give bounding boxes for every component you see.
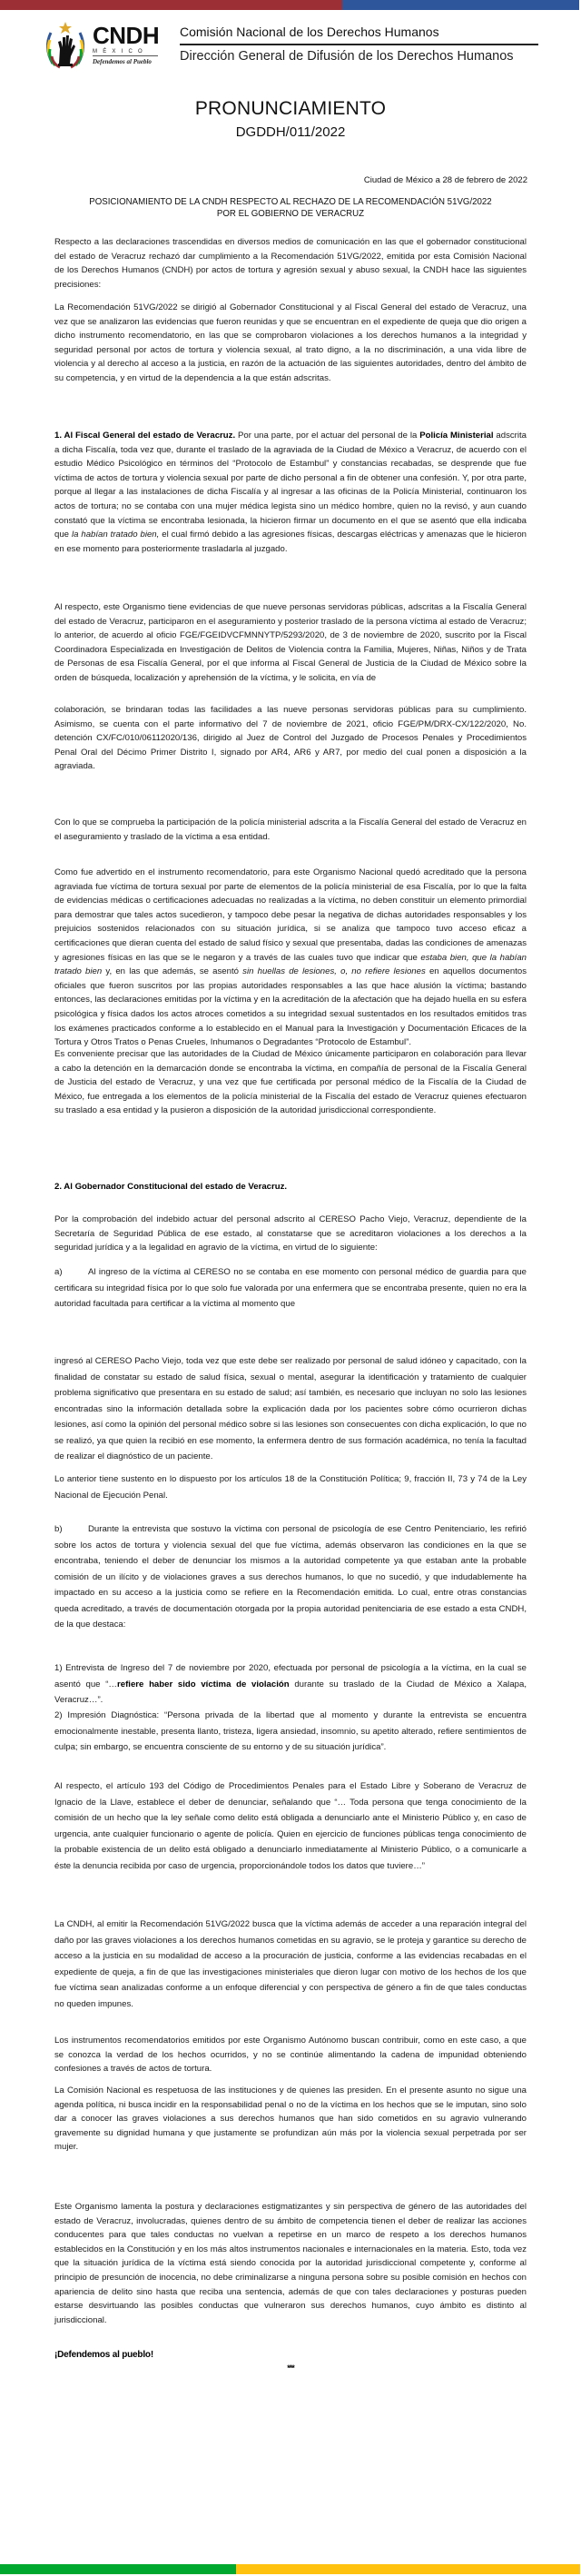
signoff-slogan: ¡Defendemos al pueblo! xyxy=(54,2350,153,2360)
paragraph-intro: Respecto a las declaraciones trascendidas en diversos medios de comunicación en las que el gobernador constitucional del estado de Veracruz rechazó dar cumplimiento a la Recomendación 51VG/2022, emitida por esta Comisión Nacional de los Derechos Humanos (CNDH) por actos de tortura y agresión sexual y abuso sexual, la CNDH hace las siguientes precisiones: xyxy=(54,237,527,290)
item-a-marker: a) xyxy=(54,1267,63,1277)
document-heading xyxy=(54,196,527,220)
paragraph-evidence: Al respecto, este Organismo tiene evidencias de que nueve personas servidoras públicas, adscritas a la Fiscalía General del estado de Veracruz, participaron en el aseguramiento y posterior traslado de la persona víctima al estado de Veracruz; lo anterior, de acuerdo al oficio FGE/FGEIDVCFMNNYTP/5293/2020, de 3 de noviembre de 2020, suscrito por la Fiscal Coordinadora Especializada en Investigación de Delitos de Violencia contra la Familia, Mujeres, Niñas, Niños y de Trata de Personas de esa Fiscalía General, por el que informa al Fiscal General de Justicia de la Ciudad de México sobre la orden de búsqueda, localización y aprehensión de la víctima, y le solicita, en vía de xyxy=(54,602,527,683)
paragraph-recommendation-scope: La Recomendación 51VG/2022 se dirigió al Gobernador Constitucional y al Fiscal General del estado de Veracruz, una vez que se analizaron las evidencias que fueron reunidas y que se encuentran en el expediente de queja que dio origen a dicho instrumento recomendatorio, en las que se comprobaron violaciones a los derechos humanos a la integridad y seguridad personal por actos de tortura y violencia sexual, al trato digno, a la no discriminación, a una vida libre de violencia y al derecho al acceso a la justicia, en razón de la actuación de las siguientes autoridades, dentro del ámbito de su competencia, y en virtud de la dependencia a la que están adscritas. xyxy=(54,302,527,383)
end-mark: *** xyxy=(287,2363,294,2373)
heading-line-1: POSICIONAMIENTO DE LA CNDH RESPECTO AL RECHAZO DE LA RECOMENDACIÓN 51VG/2022 xyxy=(89,197,492,207)
paragraph-cdmx-authorities: Es conveniente precisar que las autoridades de la Ciudad de México únicamente participaron en colaboración para llevar a cabo la detención en la demarcación donde se encontraba la víctima, en compañía de personal de la Fiscalía General de Justicia del estado de Veracruz, y una vez que fue certificada por personal médico de la Fiscalía de la Ciudad de México, fue entregada a los elementos de la policía ministerial de la Fiscalía del estado de Veracruz quienes efectuaron su traslado a esa entidad y la pusieron a disposición de la autoridad jurisdiccional correspondiente. xyxy=(54,1049,527,1116)
document-title: PRONUNCIAMIENTO xyxy=(194,98,387,119)
bottom-bar-yellow-segment xyxy=(236,2564,580,2574)
item-b: b) Durante la entrevista que sostuvo la víctima con personal de psicología de ese Centro Penitenciario, les refirió sobre los actos de tortura y violencia sexual del que fue víctima, además observaron las condiciones en la que se encontraba, teniendo el deber de denunciar los mismos a la autoridad competente ya que estaban ante la probable comisión de un ilícito y de violaciones graves a sus derechos humanos, lo que no sucedió, y que indudablemente ha impactado en su acceso a la justicia como se refiere en la Recomendación emitida. Lo cual, entre otras constancias queda acreditado, a través de documentación otorgada por la propia autoridad penitenciaria de ese estado a esta CNDH, de la que destaca: xyxy=(54,1521,527,1633)
paragraph-participation: Con lo que se comprueba la participación de la policía ministerial adscrita a la Fiscalía General del estado de Veracruz en el aseguramiento y traslado de la víctima a esa entidad. xyxy=(54,817,527,842)
paragraph-lament: Este Organismo lamenta la postura y declaraciones estigmatizantes y sin perspectiva de género de las autoridades del estado de Veracruz, involucradas, quienes dentro de su ámbito de competencia tienen el deber de realizar las acciones conducentes para que tales conductas no vuelvan a repetirse en un marco de respeto a los derechos humanos establecidos en la Constitución y en los más altos instrumentos nacionales e internacionales en la materia. Esto, toda vez que la situación jurídica de la víctima está siendo conocida por la autoridad jurisdiccional competente y, conforme al principio de presunción de inocencia, no debe criminalizarse a ninguna persona sobre su posible comisión en hechos con apariencia de delito sino hasta que reciba una sentencia, además de que con tales declaraciones y posturas pueden estarse desvirtuando las posibles conductas que vulneraron sus derechos humanos, cuyo ámbito es distinto al jurisdiccional. xyxy=(54,2202,527,2325)
bottom-bar-green-segment xyxy=(0,2564,236,2574)
organization-block xyxy=(180,24,539,64)
paragraph-instruments: Los instrumentos recomendatorios emitidos por este Organismo Autónomo buscan contribuir, como en este caso, a que se conozca la verdad de los hechos ocurridos, y no se continúe alimentando la cadena de impunidad obteniendo confesiones a través de actos de tortura. xyxy=(54,2036,527,2075)
paragraph-respect: La Comisión Nacional es respetuosa de las instituciones y de quienes las presiden. En el presente asunto no sigue una agenda política, ni busca incidir en la responsabilidad penal o no de la víctima en los hechos que se le imputan, sino solo dar a conocer las graves violaciones a sus derechos humanos que han sido cometidos en su agravio vulnerando gravemente su dignidad humana y que justamente se profundizan aún más por la violencia sexual perpetrada por ser mujer. xyxy=(54,2086,527,2153)
paragraph-legal-basis: Lo anterior tiene sustento en lo dispuesto por los artículos 18 de la Constitución Política; 9, fracción II, 73 y 74 de la Ley Nacional de Ejecución Penal. xyxy=(54,1474,527,1501)
department-name: Dirección General de Difusión de los Derechos Humanos xyxy=(180,49,514,64)
document-date: Ciudad de México a 28 de febrero de 2022 xyxy=(363,175,527,185)
policia-ministerial-emphasis: Policía Ministerial xyxy=(419,431,494,441)
heading-line-2: POR EL GOBIERNO DE VERACRUZ xyxy=(216,209,365,219)
cndh-laurel-hand-logo-icon xyxy=(40,20,91,71)
top-bar-blue-segment xyxy=(342,0,579,10)
top-color-bar xyxy=(0,0,581,10)
item-a: a) Al ingreso de la víctima al CERESO no se contaba en ese momento con personal médico de guardia para que certificara su integridad física por lo que solo fue valorada por una enfermera que se encontraba presente, quien no era la autoridad facultada para certificar a la víctima al momento que xyxy=(54,1264,527,1313)
paragraph-sexual-torture: Como fue advertido en el instrumento recomendatorio, para este Organismo Nacional quedó acreditado que la persona agraviada fue víctima de tortura sexual por parte de elementos de la policía ministerial de esa Fiscalía, por lo que la falta de evidencias médicas o certificaciones adecuadas no realizadas a la víctima, no deben constituir un elemento primordial para demostrar que tales actos sucedieron, y tampoco debe pesar la negativa de dichas autoridades responsables y los prejuicios sostenidos relacionados con su situación jurídica, si se analiza que tampoco tuvo acceso eficaz a certificaciones que dieran cuenta del estado de salud físico y sexual que presentaba, dadas las condiciones de amenazas y agresiones físicas en las que se le negaron y a través de las cuales tuvo que indicar que estaba bien, que la habían tratado bien y, en las que además, se asentó sin huellas de lesiones, o, no refiere lesiones en aquellos documentos oficiales que fueron suscritos por las propias autoridades responsables a las que hace alusión la víctima; bastando entonces, las declaraciones emitidas por la víctima y en la acreditación de la afectación que ha dejado huella en su esfera psicológica y física dados los actos atroces cometidos a su integridad sexual sustentados en los resultados emitidos tras los exámenes practicados conforme a lo establecido en el Manual para la Investigación y Documentación Eficaces de la Tortura y Otros Tratos o Penas Crueles, Inhumanos o Degradantes “Protocolo de Estambul”. xyxy=(54,867,527,1048)
paragraph-cereso: Por la comprobación del indebido actuar del personal adscrito al CERESO Pacho Viejo, Veracruz, dependiente de la Secretaría de Seguridad Pública de ese estado, al constatarse que se acreditaron violaciones a los derechos a la seguridad jurídica y a la legalidad en agravio de la víctima, en virtud de lo siguiente: xyxy=(54,1214,527,1253)
paragraph-cndh-purpose: La CNDH, al emitir la Recomendación 51VG/2022 busca que la víctima además de acceder a una reparación integral del daño por las graves violaciones a los derechos humanos cometidas en su agravio, se le proteja y garantice su derecho de acceso a la justicia en su modalidad de acceso a la procuración de justicia, conforme a las evidencias recabadas en el expediente de queja, a fin de que las investigaciones ministeriales que dieron lugar con motivo de los hechos de los que fue víctima sean analizadas conforme a un enfoque diferencial y con perspectiva de género a fin de que tales conductas no queden impunes. xyxy=(54,1919,527,2009)
organization-name: Comisión Nacional de los Derechos Humanos xyxy=(180,25,439,39)
paragraph-article-193: Al respecto, el artículo 193 del Código de Procedimientos Penales para el Estado Libre y Soberano de Veracruz de Ignacio de la Llave, establece el deber de denunciar, señalando que “… Toda persona que tenga conocimiento de la comisión de un hecho que la ley señale como delito está obligada a denunciarlo ante el Ministerio Público y, en caso de urgencia, ante cualquier funcionario o agente de policía. Quien en ejercicio de funciones públicas tenga conocimiento de la probable existencia de un delito está obligado a denunciarlo inmediatamente al Ministerio Público, o a comunicarle a éste la denuncia recibida por caso de urgencia, proporcionándole todos los datos que tuviere…” xyxy=(54,1781,527,1871)
numbered-item-1: 1) Entrevista de Ingreso del 7 de noviembre por 2020, efectuada por personal de psicología a la víctima, en la cual se asentó que “…refiere haber sido víctima de violación durante su traslado de la Ciudad de México a Xalapa, Veracruz…”. xyxy=(54,1663,527,1705)
item-a-continued: ingresó al CERESO Pacho Viejo, toda vez que este debe ser realizado por personal de salud idóneo y capacitado, con la finalidad de constatar su estado de salud física, sexual o mental, asegurar la identificación y tratamiento de cualquier problema significativo que presentara en su estado de salud; así también, es necesario que incluyan no solo las lesiones encontradas sino la información detallada sobre la explicación dada por los pacientes sobre cómo ocurrieron dichas lesiones, así como la opinión del personal médico sobre si las lesiones son consecuentes con dicha explicación, lo que no se realizó, ya que quien la recibió en ese momento, la enfermera dentro de sus formación académica, no tenía la facultad de realizar el diagnóstico de un paciente. xyxy=(54,1356,527,1461)
header-divider xyxy=(180,44,538,45)
paragraph-evidence-continued: colaboración, se brindaran todas las facilidades a las nueve personas servidoras públicas para su cumplimiento. Asimismo, se cuenta con el parte informativo del 7 de noviembre de 2021, oficio FGE/PM/DRX-CX/122/2020, No. detención CX/FC/010/06112020/136, dirigido al Juez de Control del Juzgado de Procesos Penales y Procedimientos Penal Oral del Décimo Primer Distrito I, signado por AR4, AR6 y AR7, por medio del cual ponen a disposición a la agraviada. xyxy=(54,705,527,772)
logo-wordmark xyxy=(93,24,159,65)
section-1-heading: 1. Al Fiscal General del estado de Veracruz. xyxy=(54,431,236,441)
section-1-paragraph: 1. Al Fiscal General del estado de Veracruz. Por una parte, por el actuar del personal de la Policía Ministerial adscrita a dicha Fiscalía, toda vez que, durante el traslado de la agraviada de la Ciudad de México a Veracruz, de acuerdo con el estudio Médico Psicológico en términos del “Protocolo de Estambul” y constancias recabadas, se desprende que fue víctima de actos de tortura y violencia sexual por parte de dicho personal a fin de obtener una confesión. Y, por otra parte, porque al llegar a las instalaciones de dicha Fiscalía y al ingresar a las oficinas de la Policía Ministerial, continuaron los actos de tortura; no se contaba con una mujer médica legista sino un médico hombre, quien no la revisó, y aun cuando constató que la víctima se encontraba lesionada, la hicieron firmar un documento en el que se asentó que ella indicaba que la habían tratado bien, el cual firmó debido a las agresiones físicas, descargas eléctricas y amenazas que le hicieron en ese momento para posteriormente trasladarla al juzgado. xyxy=(54,431,527,554)
logo-acronym: CNDH xyxy=(93,22,160,49)
quoted-italic: la habían tratado bien, xyxy=(71,530,160,540)
bottom-color-bar xyxy=(0,2564,581,2574)
top-bar-red-segment xyxy=(0,0,342,10)
item-b-marker: b) xyxy=(54,1524,63,1534)
logo-country: MÉXICO xyxy=(93,49,158,56)
letterhead xyxy=(36,18,545,73)
document-code: DGDDH/011/2022 xyxy=(235,124,346,140)
numbered-item-2: 2) Impresión Diagnóstica: “Persona privada de la libertad que al momento y durante la entrevista se encuentra emocionalmente inestable, presenta llanto, tristeza, ligera ansiedad, insomnio, su apetito alterado, refiere sentimientos de culpa; sin embargo, se encuentra consciente de su entorno y de su situación jurídica”. xyxy=(54,1710,527,1752)
logo-motto: Defendemos al Pueblo xyxy=(93,58,152,65)
section-2-heading: 2. Al Gobernador Constitucional del estado de Veracruz. xyxy=(54,1182,288,1192)
